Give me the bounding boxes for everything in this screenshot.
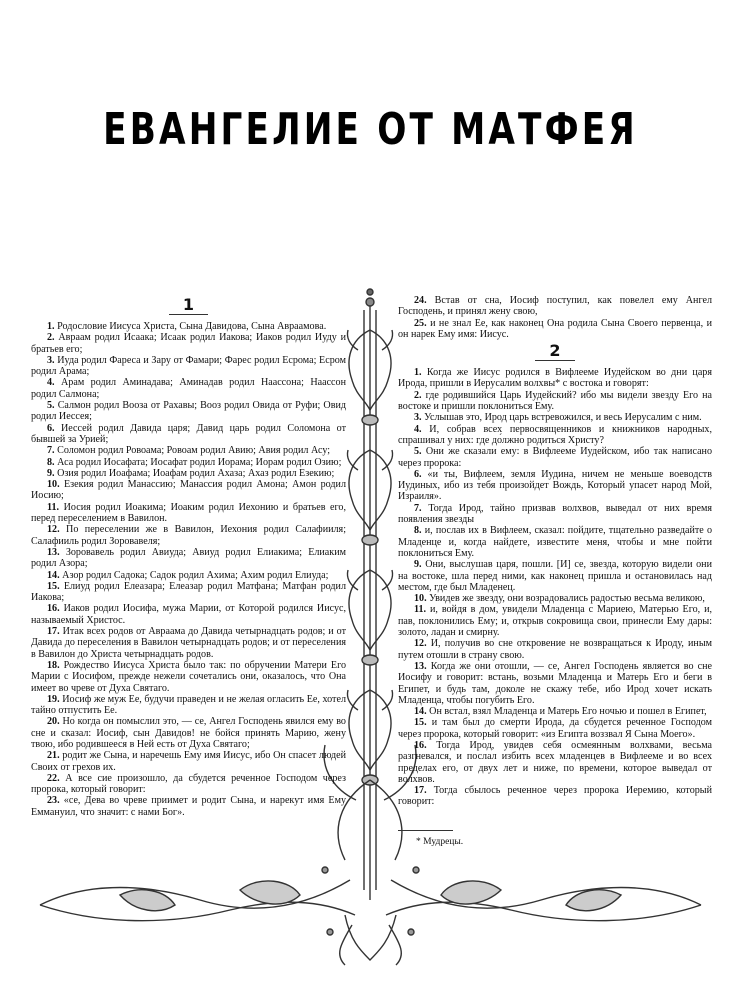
verse-text: Тогда сбылось реченное через пророка Иеремию, который говорит:: [398, 785, 712, 808]
verse: [31, 547, 346, 570]
verse-text: «и ты, Вифлеем, земля Иудина, ничем не меньше воеводств Иудиных, ибо из тебя произойдет Вождь, Который упасет народ Мой, Израиля».: [398, 468, 712, 503]
verse: [398, 390, 712, 413]
verse-text: Салмон родил Вооза от Рахавы; Вооз родил Овида от Руфи; Овид родил Иессея;: [31, 400, 346, 423]
verse: [31, 694, 346, 717]
verse-number: 3.: [47, 354, 55, 366]
verse-text: По переселении же в Вавилон, Иехония родил Салафииля; Салафииль родил Зоровавеля;: [31, 524, 346, 547]
verse-number: 1.: [47, 321, 55, 332]
verse-number: 6.: [47, 422, 55, 434]
verse-text: Когда же Иисус родился в Вифлееме Иудейском во дни царя Ирода, пришли в Иерусалим волхвы* с востока и говорят:: [398, 367, 712, 390]
verse-number: 11.: [47, 501, 60, 513]
verse: [398, 412, 712, 423]
verse-text: Итак всех родов от Авраама до Давида четырнадцать родов; и от Давида до переселения в Вавилон четырнадцать родов; и от переселения в Вавилон до Христа четырнадцать родов.: [31, 626, 346, 660]
verse-number: 19.: [47, 693, 60, 705]
page-title: ЕВАНГЕЛИЕ ОТ МАТФЕЯ: [103, 104, 638, 155]
verse-text: где родившийся Царь Иудейский? ибо мы видели звезду Его на востоке и пришли поклониться Ему.: [398, 389, 712, 413]
verse-text: Он встал, взял Младенца и Матерь Его ночью и пошел в Египет,: [429, 706, 707, 718]
verse-text: Тогда Ирод, увидев себя осмеянным волхвами, весьма разгневался, и послал избить всех младенцев в Вифлееме и во всех пределах его, от двух лет и ниже, по времени, которое выведал от волхвов.: [398, 739, 712, 785]
verse-number: 6.: [414, 468, 422, 480]
verse: [398, 717, 712, 740]
verse-number: 17.: [47, 626, 60, 638]
verse-text: Встав от сна, Иосиф поступил, как повелел ему Ангел Господень, и принял жену свою,: [398, 295, 712, 318]
verse: [31, 479, 346, 502]
verse-text: и, послав их в Вифлеем, сказал: пойдите, тщательно разведайте о Младенце и, когда найдете, известите меня, чтобы и мне пойти поклониться Ему.: [398, 525, 712, 559]
verse: [398, 740, 712, 785]
verse: [398, 503, 712, 526]
verse-text: Они же сказали ему: в Вифлееме Иудейском, ибо так написано через пророка:: [398, 446, 712, 469]
verse-text: Зоровавель родил Авиуда; Авиуд родил Елиакима; Елиаким родил Азора;: [31, 546, 346, 570]
verse-number: 3.: [414, 412, 422, 424]
verse: [31, 773, 346, 796]
verse-number: 13.: [414, 660, 427, 672]
verse-text: Но когда он помыслил это, — се, Ангел Господень явился ему во сне и сказал: Иосиф, сын Давидов! не бойся принять Марию, жену твою, ибо родившееся в Ней есть от Духа Святаго;: [31, 716, 346, 750]
left-column: [31, 294, 346, 818]
verse-text: родит же Сына, и наречешь Ему имя Иисус, ибо Он спасет людей Своих от грехов их.: [31, 750, 347, 773]
verse: [31, 355, 346, 378]
verse: [31, 321, 346, 332]
verse-text: Иуда родил Фареса и Зару от Фамари; Фарес родил Есрома; Есром родил Арама;: [31, 354, 346, 378]
footnote: * Мудрецы.: [416, 836, 464, 847]
verse: [398, 785, 712, 808]
verse-text: «се, Дева во чреве приимет и родит Сына, и нарекут имя Ему Еммануил, что значит: с нами Бог».: [31, 795, 346, 818]
verse-text: Езекия родил Манассию; Манассия родил Амона; Амон родил Иосию;: [31, 479, 346, 502]
verse: [398, 638, 712, 661]
verse-number: 4.: [47, 377, 55, 389]
verse-number: 5.: [414, 446, 422, 458]
verse-text: Арам родил Аминадава; Аминадав родил Наассона; Наассон родил Салмона;: [31, 377, 346, 400]
verse: [31, 524, 346, 547]
verse: [31, 400, 346, 423]
verse: [398, 318, 712, 341]
chapter-heading: 2: [398, 342, 712, 361]
verse-text: И, собрав всех первосвященников и книжников народных, спрашивал у них: где до́лжно родиться Христу?: [398, 423, 713, 446]
verse-text: Они, выслушав царя, пошли. [И] се, звезда, которую видели они на востоке, шла перед ними, как наконец пришла и остановилась над местом, где был Младенец.: [398, 559, 712, 593]
verse-text: Услышав это, Ирод царь встревожился, и весь Иерусалим с ним.: [424, 412, 702, 424]
verse: [31, 581, 346, 604]
verse-number: 2.: [414, 389, 422, 401]
footnote-rule: [398, 830, 453, 831]
verse: [31, 377, 346, 400]
verse: [31, 468, 346, 479]
verse-number: 11.: [414, 604, 427, 616]
verse-number: 22.: [47, 772, 60, 784]
verse: [398, 604, 712, 638]
verse: [398, 469, 712, 503]
verse: [398, 593, 712, 604]
verse-number: 15.: [414, 717, 427, 729]
verse-number: 15.: [47, 580, 60, 592]
verse: [31, 626, 346, 660]
verse-text: Увидев же звезду, они возрадовались радостью весьма великою,: [429, 593, 705, 605]
verse-text: и там был до смерти Ирода, да сбудется реченное Господом через пророка, который говорит: «из Египта воззвал Я Сына Моего».: [398, 717, 712, 740]
verse-text: И, получив во сне откровение не возвращаться к Ироду, иным путем отошли в страну свою.: [398, 638, 712, 661]
verse: [31, 795, 346, 818]
verse-text: Елиуд родил Елеазара; Елеазар родил Матфана; Матфан родил Иакова;: [31, 580, 346, 604]
verse: [31, 660, 346, 694]
verse: [31, 457, 346, 468]
verse-number: 4.: [414, 423, 422, 435]
verse: [31, 716, 346, 750]
verse: [398, 706, 712, 717]
verse-text: Авраам родил Исаака; Исаак родил Иакова; Иаков родил Иуду и братьев его;: [31, 332, 346, 355]
verse-text: Родословие Иисуса Христа, Сына Давидова, Сына Авраамова.: [57, 321, 327, 332]
verse-text: А все сие произошло, да сбудется реченное Господом через пророка, который говорит:: [31, 772, 346, 796]
verse-number: 2.: [47, 332, 55, 344]
verse-text: Тогда Ирод, тайно призвав волхвов, выведал от них время появления звезды: [398, 502, 712, 526]
verse: [398, 559, 712, 593]
verse-text: Иаков родил Иосифа, мужа Марии, от Которой родился Иисус, называемый Христос.: [31, 603, 346, 626]
verse-text: Иосиф же муж Ее, будучи праведен и не желая огласить Ее, хотел тайно отпустить Ее.: [31, 693, 346, 717]
verse-text: Когда же они отошли, — се, Ангел Господень является во сне Иосифу и говорит: встань, возьми Младенца и Матерь Его и беги в Египет, и будь там, доколе не скажу тебе, ибо Ирод хочет искать Младенца, чтобы погубить Его.: [398, 660, 712, 706]
right-column: [398, 295, 712, 848]
verse-text: Иессей родил Давида царя; Давид царь родил Соломона от бывшей за Урией;: [31, 422, 346, 445]
verse-text: Азор родил Садока; Садок родил Ахима; Ахим родил Елиуда;: [62, 569, 329, 581]
verse-number: 10.: [47, 479, 60, 491]
verse-number: 16.: [47, 603, 60, 615]
verse: [398, 367, 712, 390]
verse-text: Соломон родил Ровоама; Ровоам родил Авию; Авия родил Асу;: [57, 445, 331, 457]
verse-number: 18.: [47, 659, 60, 671]
verse-number: 24.: [414, 295, 427, 306]
verse-number: 8.: [47, 456, 55, 468]
verse-number: 7.: [414, 502, 422, 514]
verse-number: 14.: [47, 569, 60, 581]
verse-text: Иосия родил Иоакима; Иоаким родил Иехонию и братьев его, перед переселением в Вавилон.: [31, 501, 346, 525]
verse: [398, 424, 712, 447]
verse-text: Озия родил Иоафама; Иоафам родил Ахаза; Ахаз родил Езекию;: [57, 467, 335, 479]
verse-number: 13.: [47, 546, 60, 558]
verse: [31, 603, 346, 626]
verse-number: 8.: [414, 525, 422, 537]
verse-number: 23.: [47, 795, 60, 807]
verse-number: 16.: [414, 739, 427, 751]
verse: [398, 525, 712, 559]
verse: [31, 332, 346, 355]
verse-number: 5.: [47, 400, 55, 412]
verse: [398, 295, 712, 318]
verse-text: Аса родил Иосафата; Иосафат родил Иорама; Иорам родил Озию;: [57, 456, 342, 468]
verse: [31, 502, 346, 525]
verse: [31, 423, 346, 446]
verse-number: 10.: [414, 593, 427, 605]
verse-number: 1.: [414, 367, 422, 379]
verse-number: 25.: [414, 317, 427, 329]
verse-text: и не знал Ее, как наконец Она родила Сына Своего первенца, и он нарек Ему имя: Иисус.: [398, 317, 712, 340]
verse: [398, 446, 712, 469]
verse-text: и, войдя в дом, увидели Младенца с Мариею, Матерью Его, и, пав, поклонились Ему; и, открыв сокровища свои, принесли Ему дары: золото, ладан и смирну.: [398, 604, 712, 639]
verse: [31, 570, 346, 581]
verse-number: 20.: [47, 716, 60, 728]
verse: [31, 750, 346, 773]
verse-number: 12.: [47, 524, 60, 536]
verse-number: 17.: [414, 785, 427, 797]
verse-number: 9.: [47, 467, 55, 479]
chapter-heading: 1: [31, 296, 346, 315]
verse-number: 14.: [414, 706, 427, 718]
verse-text: Рождество Иисуса Христа было так: по обручении Матери Его Марии с Иосифом, прежде нежели сочетались они, оказалось, что Она имеет во чреве от Духа Святаго.: [31, 659, 346, 694]
verse: [398, 661, 712, 706]
verse-number: 7.: [47, 445, 55, 457]
verse: [31, 445, 346, 456]
verse-number: 21.: [47, 750, 60, 762]
verse-number: 12.: [414, 638, 427, 650]
verse-number: 9.: [414, 559, 422, 571]
